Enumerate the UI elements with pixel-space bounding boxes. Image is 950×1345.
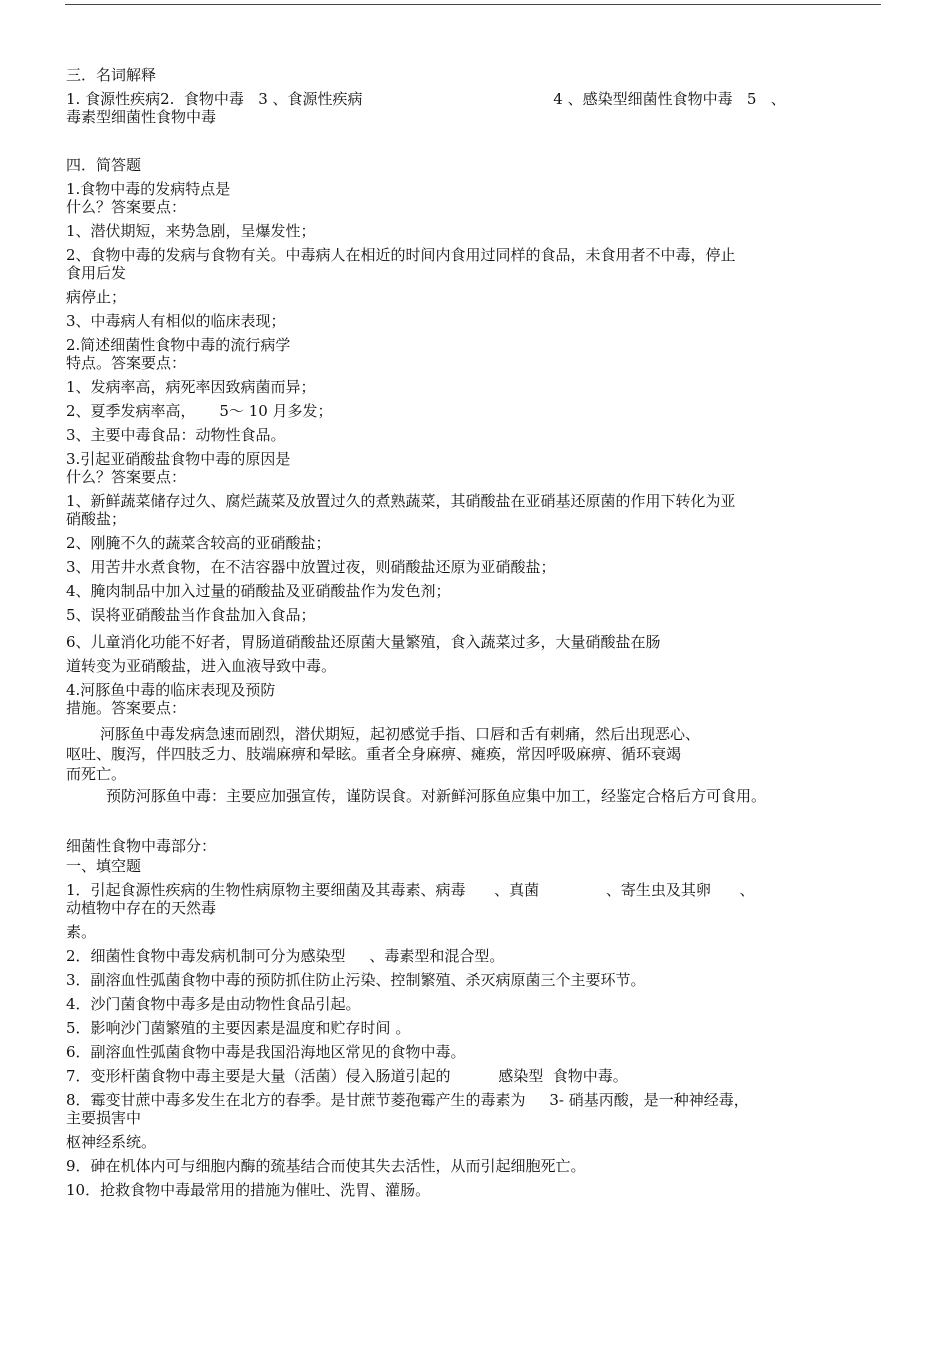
fill-10: 10．抢救食物中毒最常用的措施为催吐、洗胃、灌肠。 (66, 1181, 431, 1199)
q3-title: 3.引起亚硝酸盐食物中毒的原因是 (66, 450, 291, 468)
q2-subtitle: 特点。答案要点： (66, 354, 187, 372)
q2-answer-2: 2、夏季发病率高， 5～ 10 月多发； (66, 402, 333, 420)
q3-answer-6b: 道转变为亚硝酸盐，进入血液导致中毒。 (66, 657, 337, 675)
fill-8b: 主要损害中 (66, 1109, 142, 1127)
q3-answer-4: 4、腌肉制品中加入过量的硝酸盐及亚硝酸盐作为发色剂； (66, 582, 451, 600)
section-3-title: 三．名词解释 (66, 66, 157, 84)
q1-answer-2c: 病停止； (66, 288, 127, 306)
section-3-terms-line-2: 毒素型细菌性食物中毒 (66, 108, 217, 126)
q3-answer-2: 2、刚腌不久的蔬菜含较高的亚硝酸盐； (66, 534, 331, 552)
q2-title: 2.简述细菌性食物中毒的流行病学 (66, 336, 291, 354)
q1-answer-3: 3、中毒病人有相似的临床表现； (66, 312, 286, 330)
q4-paragraph-2: 预防河豚鱼中毒：主要应加强宣传，谨防误食。对新鲜河豚鱼应集中加工，经鉴定合格后方可食用。 (106, 787, 767, 805)
header-rule (65, 4, 881, 5)
q3-answer-6a: 6、儿童消化功能不好者，胃肠道硝酸盐还原菌大量繁殖，食入蔬菜过多，大量硝酸盐在肠 (66, 633, 661, 651)
document-body (66, 66, 876, 1199)
q3-subtitle: 什么？答案要点： (66, 468, 187, 486)
fill-6: 6．副溶血性弧菌食物中毒是我国沿海地区常见的食物中毒。 (66, 1043, 466, 1061)
q1-answer-2b: 食用后发 (66, 264, 127, 282)
bacterial-section-title: 细菌性食物中毒部分： (66, 837, 217, 855)
q4-title: 4.河豚鱼中毒的临床表现及预防 (66, 681, 276, 699)
fill-1c: 素。 (66, 923, 97, 941)
q4-paragraph-1c: 而死亡。 (66, 765, 127, 783)
fill-8c: 枢神经系统。 (66, 1133, 157, 1151)
fill-blank-heading: 一、填空题 (66, 857, 142, 875)
q1-answer-1: 1、潜伏期短，来势急剧，呈爆发性； (66, 222, 316, 240)
section-3-terms-line-1: 1. 食源性疾病2. 食物中毒 3 、食源性疾病 4 、感染型细菌性食物中毒 5 、 (66, 90, 786, 108)
q4-subtitle: 措施。答案要点： (66, 699, 187, 717)
q3-answer-5: 5、误将亚硝酸盐当作食盐加入食品； (66, 606, 316, 624)
fill-5: 5．影响沙门菌繁殖的主要因素是温度和贮存时间 。 (66, 1019, 411, 1037)
q1-title: 1.食物中毒的发病特点是 (66, 180, 231, 198)
q4-paragraph-1a: 河豚鱼中毒发病急速而剧烈，潜伏期短，起初感觉手指、口唇和舌有刺痛，然后出现恶心、 (100, 725, 701, 743)
fill-3: 3．副溶血性弧菌食物中毒的预防抓住防止污染、控制繁殖、杀灭病原菌三个主要环节。 (66, 971, 646, 989)
fill-2: 2．细菌性食物中毒发病机制可分为感染型 、毒素型和混合型。 (66, 947, 505, 965)
q4-paragraph-1b: 呕吐、腹泻，伴四肢乏力、肢端麻痹和晕眩。重者全身麻痹、瘫痪，常因呼吸麻痹、循环衰竭 (66, 745, 682, 763)
fill-7: 7．变形杆菌食物中毒主要是大量（活菌）侵入肠道引起的 感染型 食物中毒。 (66, 1067, 628, 1085)
q3-answer-1b: 硝酸盐； (66, 510, 127, 528)
q3-answer-1a: 1、新鲜蔬菜储存过久、腐烂蔬菜及放置过久的煮熟蔬菜，其硝酸盐在亚硝基还原菌的作用下转化为亚 (66, 492, 736, 510)
fill-4: 4．沙门菌食物中毒多是由动物性食品引起。 (66, 995, 361, 1013)
fill-1a: 1．引起食源性疾病的生物性病原物主要细菌及其毒素、病毒 、真菌 、寄生虫及其卵 、 (66, 881, 755, 899)
q2-answer-1: 1、发病率高，病死率因致病菌而异； (66, 378, 316, 396)
fill-1b: 动植物中存在的天然毒 (66, 899, 217, 917)
q1-subtitle: 什么？答案要点： (66, 198, 187, 216)
q1-answer-2a: 2、食物中毒的发病与食物有关。中毒病人在相近的时间内食用过同样的食品，未食用者不中毒，停止 (66, 246, 736, 264)
section-4-title: 四．简答题 (66, 156, 142, 174)
q2-answer-3: 3、主要中毒食品：动物性食品。 (66, 426, 286, 444)
fill-8a: 8．霉变甘蔗中毒多发生在北方的春季。是甘蔗节菱孢霉产生的毒素为 3- 硝基丙酸，是一种神经毒， (66, 1091, 749, 1109)
q3-answer-3: 3、用苦井水煮食物，在不洁容器中放置过夜，则硝酸盐还原为亚硝酸盐； (66, 558, 556, 576)
fill-9: 9．砷在机体内可与细胞内酶的巯基结合而使其失去活性，从而引起细胞死亡。 (66, 1157, 586, 1175)
